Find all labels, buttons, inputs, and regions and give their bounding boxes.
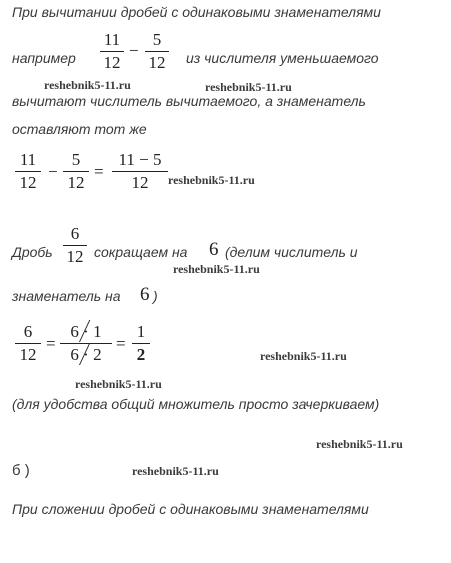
- fraction-5-12: [63, 150, 89, 193]
- watermark: reshebnik5-11.ru: [260, 349, 347, 363]
- equals-sign: =: [94, 162, 104, 181]
- fraction-5-12: [145, 30, 169, 73]
- text-line-addition: При сложении дробей с одинаковыми знаменателями: [12, 501, 369, 517]
- equals-sign: =: [46, 334, 56, 353]
- fraction-cancelled: [60, 322, 112, 365]
- fraction-1-2: [132, 322, 150, 365]
- watermark: reshebnik5-11.ru: [316, 437, 403, 451]
- text-example-prefix: например: [12, 50, 76, 66]
- denominator: 12: [103, 53, 121, 72]
- fraction-6-12: [15, 322, 41, 365]
- text-reduce-suffix: сокращаем на: [94, 244, 188, 260]
- fraction-bar: [63, 245, 87, 246]
- text-denominator-on: знаменатель на: [12, 288, 121, 304]
- watermark: reshebnik5-11.ru: [168, 173, 255, 187]
- factor: · 2: [83, 345, 102, 364]
- fraction-bar: [15, 171, 41, 172]
- fraction-bar: [100, 51, 124, 52]
- minus-sign: −: [129, 41, 139, 60]
- watermark: reshebnik5-11.ru: [173, 262, 260, 276]
- fraction-bar: [132, 343, 150, 344]
- factor: · 1: [83, 322, 102, 341]
- denominator: 2: [136, 345, 146, 364]
- fraction-11-12: [100, 30, 124, 73]
- numerator: 6: [70, 224, 80, 243]
- denominator: 12: [131, 173, 149, 192]
- watermark: reshebnik5-11.ru: [205, 80, 292, 94]
- cancelled-factor: 6: [70, 345, 79, 364]
- denominator: 12: [19, 173, 37, 192]
- equals-sign: =: [116, 334, 126, 353]
- text-line-3: вычитают числитель вычитаемого, а знаменатель: [12, 93, 366, 109]
- watermark: reshebnik5-11.ru: [75, 377, 162, 391]
- text-denominator-tail: ): [153, 288, 158, 304]
- watermark: reshebnik5-11.ru: [132, 464, 219, 478]
- text-reduce-tail: (делим числитель и: [225, 244, 358, 260]
- text-denominator-number: 6: [140, 284, 150, 305]
- text-reduce-prefix: Дробь: [12, 244, 53, 260]
- numerator: 6: [23, 322, 33, 341]
- fraction-bar: [145, 51, 169, 52]
- fraction-bar: [112, 171, 168, 172]
- numerator: 1: [136, 322, 146, 341]
- watermark: reshebnik5-11.ru: [44, 78, 131, 92]
- numerator: 11: [103, 30, 121, 49]
- numerator: 11: [19, 150, 37, 169]
- denominator: [60, 345, 112, 365]
- fraction-6-12: [63, 224, 87, 267]
- denominator: 12: [19, 345, 37, 364]
- text-line-4: оставляют тот же: [12, 121, 147, 137]
- numerator: 5: [152, 30, 162, 49]
- text-line-1: При вычитании дробей с одинаковыми знаменателями: [12, 4, 381, 20]
- numerator: 11 − 5: [118, 150, 162, 169]
- section-b-label: б ): [12, 462, 30, 479]
- fraction-bar: [60, 343, 112, 344]
- minus-sign: −: [48, 162, 58, 181]
- cancelled-factor: 6: [70, 322, 79, 341]
- fraction-bar: [15, 343, 41, 344]
- text-reduce-number: 6: [209, 239, 219, 260]
- denominator: 12: [66, 247, 84, 266]
- fraction-result: [112, 150, 168, 193]
- denominator: 12: [67, 173, 85, 192]
- denominator: 12: [148, 53, 166, 72]
- fraction-bar: [63, 171, 89, 172]
- fraction-11-12: [15, 150, 41, 193]
- text-example-suffix: из числителя уменьшаемого: [186, 50, 379, 66]
- numerator: [60, 322, 112, 342]
- numerator: 5: [71, 150, 81, 169]
- text-convenience-note: (для удобства общий множитель просто зачеркиваем): [12, 396, 380, 412]
